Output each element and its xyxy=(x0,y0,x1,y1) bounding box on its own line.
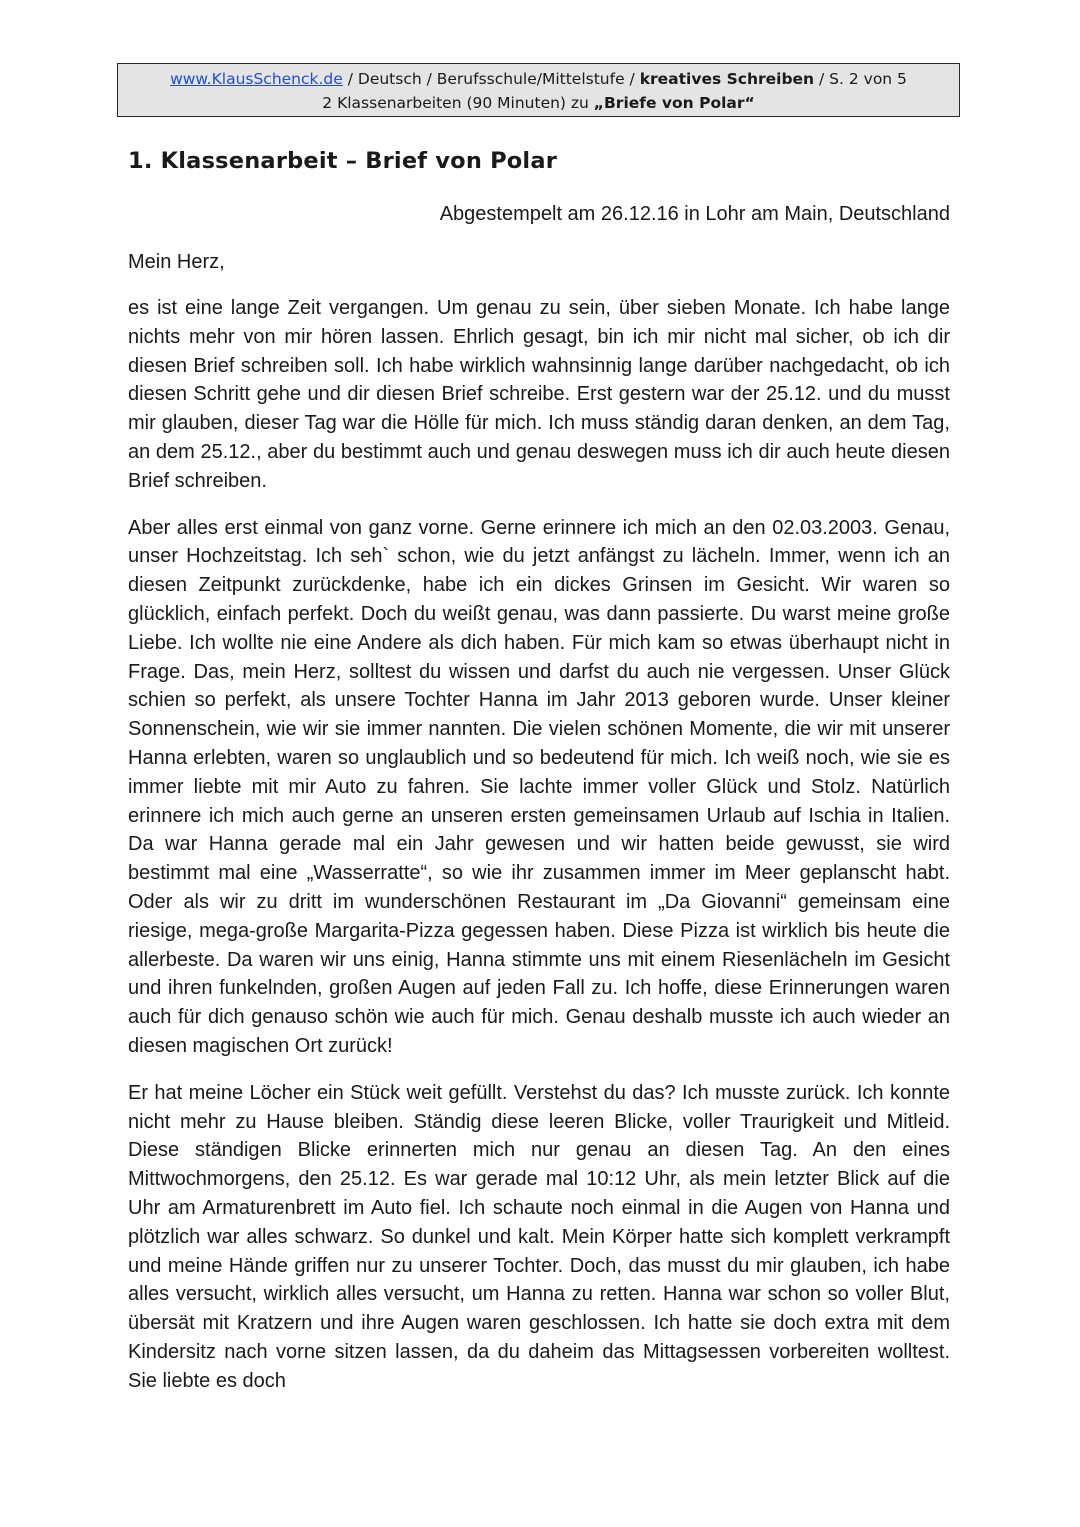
paragraph-2: Aber alles erst einmal von ganz vorne. Gerne erinnere ich mich an den 02.03.2003. Genau, unser Hochzeitstag. Ich seh` schon, wie du jetzt anfängst zu lächeln. Immer, wenn ich an diesen Zeitpunkt zurückdenke, habe ich ein dickes Grinsen im Gesicht. Wir waren so glücklich, einfach perfekt. Doch du weißt genau, was dann passierte. Du warst meine große Liebe. Ich wollte nie eine Andere als dich haben. Für mich kam so etwas überhaupt nicht in Frage. Das, mein Herz, solltest du wissen und darfst du auch nie vergessen. Unser Glück schien so perfekt, als unsere Tochter Hanna im Jahr 2013 geboren wurde. Unser kleiner Sonnenschein, wie wir sie immer nannten. Die vielen schönen Momente, die wir mit unserer Hanna erlebten, waren so unglaublich und so bedeutend für mich. Ich weiß noch, wie sie es immer liebte mit mir Auto zu fahren. Sie lachte immer voller Glück und Stolz. Natürlich erinnere ich mich auch gerne an unseren ersten gemeinsamen Urlaub auf Ischia in Italien. Da war Hanna gerade mal ein Jahr gewesen und wir hatten beide gewusst, sie wird bestimmt mal eine „Wasserratte“, so wie ihr zusammen immer im Meer geplanscht habt. Oder als wir zu dritt im wunderschönen Restaurant im „Da Giovanni“ gemeinsam eine riesige, mega-große Margarita-Pizza gegessen haben. Diese Pizza ist wirklich bis heute die allerbeste. Da waren wir uns einig, Hanna stimmte uns mit einem Riesenlächeln im Gesicht und ihren funkelnden, großen Augen auf jeden Fall zu. Ich hoffe, diese Erinnerungen waren auch für dich genauso schön wie auch für mich. Genau deshalb musste ich auch wieder an diesen magischen Ort zurück! xyxy=(128,516,950,1057)
header-path: / Deutsch / Berufsschule/Mittelstufe / xyxy=(342,70,640,88)
letter-body xyxy=(128,294,950,1413)
paragraph-3: Er hat meine Löcher ein Stück weit gefüllt. Verstehst du das? Ich musste zurück. Ich konnte nicht mehr zu Hause bleiben. Ständig diese leeren Blicke, voller Traurigkeit und Mitleid. Diese ständigen Blicke erinnerten mich nur genau an diesen Tag. An den eines Mittwochmorgens, den 25.12. Es war gerade mal 10:12 Uhr, als mein letzter Blick auf die Uhr am Armaturenbrett im Auto fiel. Ich schaute noch einmal in die Augen von Hanna und plötzlich war alles schwarz. So dunkel und kalt. Mein Körper hatte sich komplett verkrampft und meine Hände griffen nur zu unserer Tochter. Doch, das musst du mir glauben, ich habe alles versucht, wirklich alles versucht, um Hanna zu retten. Hanna war schon so voller Blut, übersät mit Kratzern und ihre Augen waren geschlossen. Ich hatte sie doch extra mit dem Kindersitz nach vorne sitzen lassen, da du daheim das Mittagsessen vorbereiten wolltest. Sie liebte es doch xyxy=(128,1081,950,1392)
header-subtitle-title: „Briefe von Polar“ xyxy=(593,94,755,112)
header-page-number: / S. 2 von 5 xyxy=(814,70,907,88)
header-subtitle: 2 Klassenarbeiten (90 Minuten) zu xyxy=(322,94,594,112)
website-link[interactable]: www.KlausSchenck.de xyxy=(170,70,343,88)
postmark-line: Abgestempelt am 26.12.16 in Lohr am Main, Deutschland xyxy=(439,203,950,225)
salutation: Mein Herz, xyxy=(128,251,225,273)
header-line-1 xyxy=(118,67,959,91)
header-topic: kreatives Schreiben xyxy=(639,70,815,88)
page-title: 1. Klassenarbeit – Brief von Polar xyxy=(128,148,558,174)
page-header xyxy=(117,63,960,117)
paragraph-1: es ist eine lange Zeit vergangen. Um genau zu sein, über sieben Monate. Ich habe lange nichts mehr von mir hören lassen. Ehrlich gesagt, bin ich mir nicht mal sicher, ob ich dir diesen Brief schreiben soll. Ich habe wirklich wahnsinnig lange darüber nachgedacht, ob ich diesen Schritt gehe und dir diesen Brief schreibe. Erst gestern war der 25.12. und du musst mir glauben, dieser Tag war die Hölle für mich. Ich muss ständig daran denken, an dem Tag, an dem 25.12., aber du bestimmt auch und genau deswegen muss ich dir auch heute diesen Brief schreiben. xyxy=(128,297,950,492)
header-line-2 xyxy=(118,91,959,115)
